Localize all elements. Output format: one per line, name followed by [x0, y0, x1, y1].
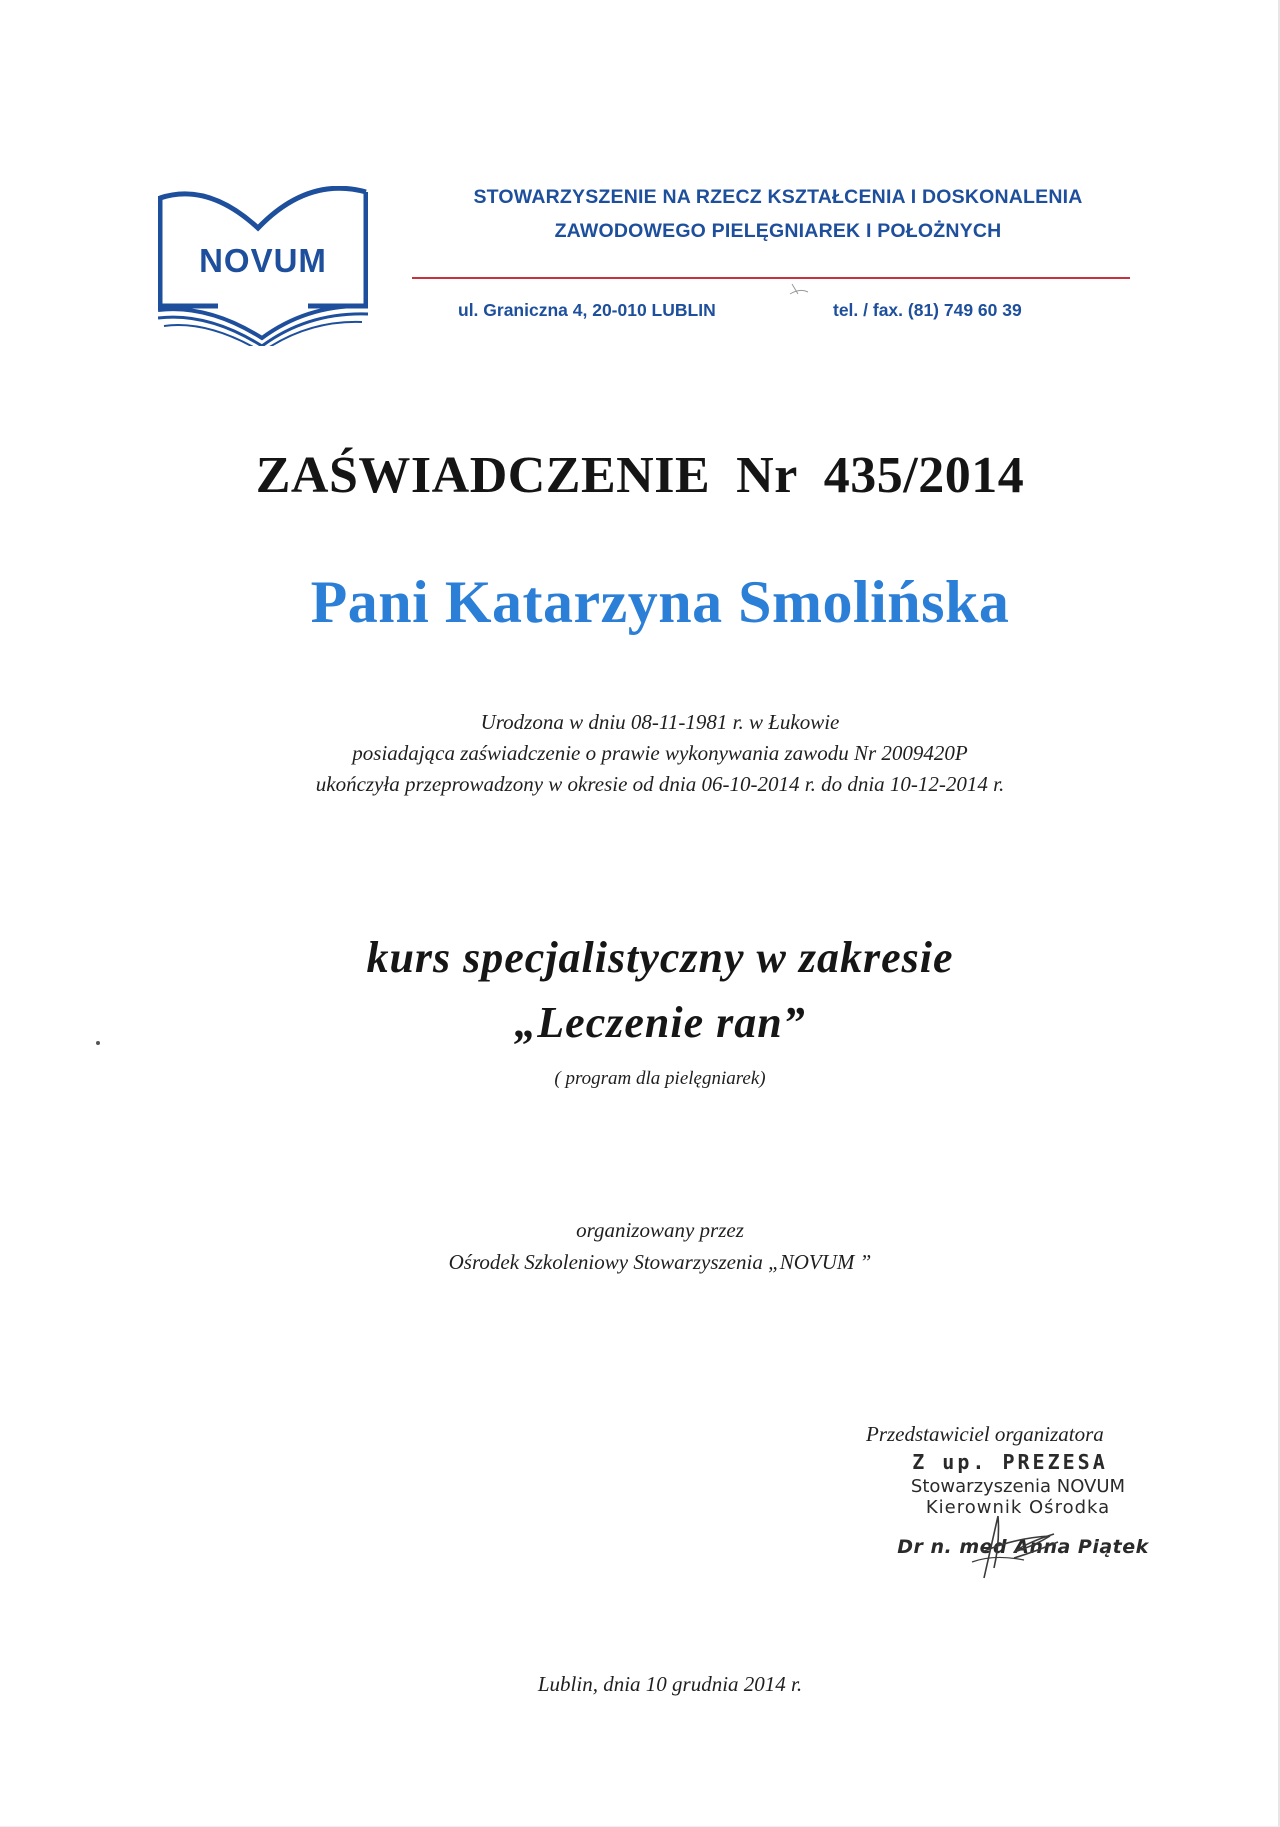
stamp-line-1: Z up. PREZESA: [912, 1450, 1108, 1474]
scan-speck: [96, 1041, 100, 1045]
place-and-date: Lublin, dnia 10 grudnia 2014 r.: [537, 1672, 803, 1696]
org-phone: tel. / fax. (81) 749 60 39: [833, 300, 1022, 320]
stamp-line-3: Kierownik Ośrodka: [925, 1497, 1111, 1518]
stamp-line-2: Stowarzyszenia NOVUM: [910, 1476, 1126, 1497]
certificate-title-word: ZAŚWIADCZENIE: [255, 447, 711, 504]
course-period: ukończyła przeprowadzony w okresie od dnia 06-10-2014 r. do dnia 10-12-2014 r.: [315, 772, 1005, 796]
certificate-number: 435/2014: [823, 447, 1025, 504]
course-name: „Leczenie ran”: [514, 998, 806, 1047]
organized-by-label: organizowany przez: [576, 1218, 744, 1242]
letterhead-divider: [412, 277, 1130, 279]
certificate-title-nr: Nr: [736, 447, 798, 504]
program-note: ( program dla pielęgniarek): [554, 1068, 766, 1089]
org-address: ul. Graniczna 4, 20-010 LUBLIN: [458, 300, 716, 320]
organizer-name: Ośrodek Szkoleniowy Stowarzyszenia „NOVUM ”: [448, 1250, 872, 1274]
org-name-line-1: STOWARZYSZENIE NA RZECZ KSZTAŁCENIA I DOSKONALENIA: [473, 186, 1083, 208]
pen-mark-icon: [788, 282, 816, 302]
stamp-line-4: Dr n. med Anna Piątek: [897, 1536, 1149, 1558]
novum-logo: [158, 186, 368, 346]
license-info: posiadająca zaświadczenie o prawie wykonywania zawodu Nr 2009420P: [352, 741, 968, 765]
logo-wordmark: NOVUM: [199, 242, 327, 279]
recipient-name: Pani Katarzyna Smolińska: [310, 569, 1010, 635]
org-name-line-2: ZAWODOWEGO PIELĘGNIAREK I POŁOŻNYCH: [554, 220, 1002, 242]
certificate-title: [0, 446, 1280, 505]
signatory-role: Przedstawiciel organizatora: [866, 1422, 1104, 1446]
handwritten-signature: [954, 1512, 1084, 1582]
birth-info: Urodzona w dniu 08-11-1981 r. w Łukowie: [480, 710, 840, 734]
course-type: kurs specjalistyczny w zakresie: [366, 933, 954, 982]
